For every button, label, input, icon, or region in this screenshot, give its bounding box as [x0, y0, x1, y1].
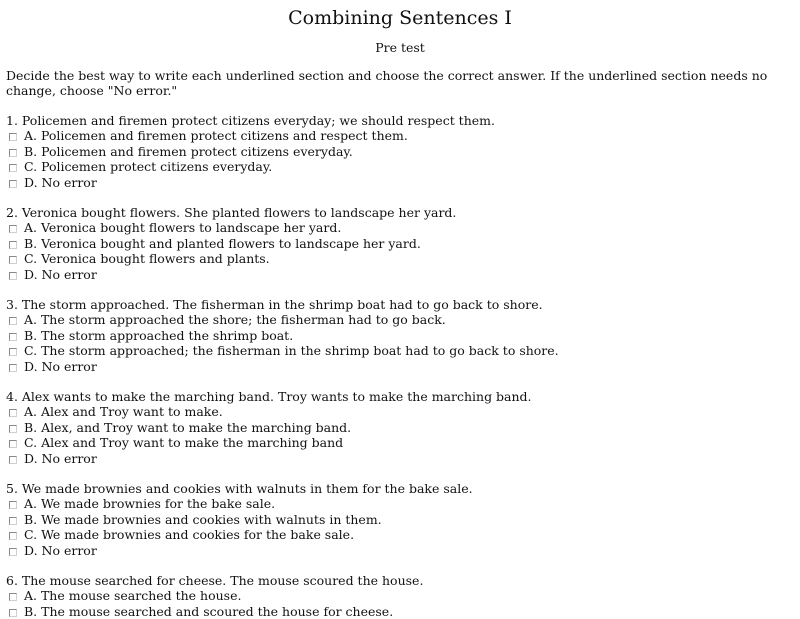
- radio-button[interactable]: [9, 593, 17, 601]
- answer-choice-label: B. Veronica bought and planted flowers to landscape her yard.: [24, 236, 421, 251]
- radio-button[interactable]: [9, 164, 17, 172]
- radio-button[interactable]: [9, 241, 17, 249]
- radio-button[interactable]: [9, 272, 17, 280]
- radio-button[interactable]: [9, 425, 17, 433]
- question-stem: 3. The storm approached. The fisherman in the shrimp boat had to go back to shore.: [6, 297, 800, 312]
- radio-button[interactable]: [9, 409, 17, 417]
- radio-button[interactable]: [9, 532, 17, 540]
- page-subtitle: Pre test: [0, 40, 800, 55]
- radio-button[interactable]: [9, 317, 17, 325]
- answer-choice-label: A. We made brownies for the bake sale.: [24, 496, 275, 511]
- answer-choice-label: C. Policemen protect citizens everyday.: [24, 159, 272, 174]
- answer-choice[interactable]: [6, 496, 800, 512]
- answer-choice-label: C. The storm approached; the fisherman in the shrimp boat had to go back to shore.: [24, 343, 559, 358]
- radio-button[interactable]: [9, 456, 17, 464]
- page-title: Combining Sentences I: [0, 0, 800, 29]
- answer-choice[interactable]: [6, 175, 800, 191]
- answer-choice-label: A. Policemen and firemen protect citizens and respect them.: [24, 128, 408, 143]
- question-1: [6, 113, 800, 190]
- answer-choice[interactable]: [6, 312, 800, 328]
- answer-choice-label: D. No error: [24, 175, 97, 190]
- answer-choice[interactable]: [6, 527, 800, 543]
- answer-choice[interactable]: [6, 159, 800, 175]
- question-list: [0, 113, 800, 619]
- answer-choice[interactable]: [6, 128, 800, 144]
- radio-button[interactable]: [9, 256, 17, 264]
- answer-choice-label: B. Policemen and firemen protect citizens everyday.: [24, 144, 353, 159]
- radio-button[interactable]: [9, 364, 17, 372]
- radio-button[interactable]: [9, 501, 17, 509]
- answer-choice[interactable]: [6, 267, 800, 283]
- answer-choice[interactable]: [6, 588, 800, 604]
- answer-choice[interactable]: [6, 251, 800, 267]
- answer-choice-label: C. Veronica bought flowers and plants.: [24, 251, 270, 266]
- answer-choice-label: C. Alex and Troy want to make the marching band: [24, 435, 343, 450]
- answer-choice[interactable]: [6, 220, 800, 236]
- answer-choice-label: A. Alex and Troy want to make.: [24, 404, 223, 419]
- answer-choice[interactable]: [6, 343, 800, 359]
- answer-choice[interactable]: [6, 435, 800, 451]
- radio-button[interactable]: [9, 517, 17, 525]
- radio-button[interactable]: [9, 149, 17, 157]
- question-stem: 5. We made brownies and cookies with walnuts in them for the bake sale.: [6, 481, 800, 496]
- question-stem: 4. Alex wants to make the marching band. Troy wants to make the marching band.: [6, 389, 800, 404]
- answer-choice-label: D. No error: [24, 543, 97, 558]
- answer-choice[interactable]: [6, 236, 800, 252]
- question-stem: 1. Policemen and firemen protect citizens everyday; we should respect them.: [6, 113, 800, 128]
- answer-choice-label: A. The mouse searched the house.: [24, 588, 241, 603]
- question-3: [6, 297, 800, 374]
- question-6: [6, 573, 800, 619]
- answer-choice[interactable]: [6, 543, 800, 559]
- question-4: [6, 389, 800, 466]
- answer-choice[interactable]: [6, 144, 800, 160]
- instructions-text: Decide the best way to write each underlined section and choose the correct answer. If the underlined section needs no change, choose "No error.": [6, 68, 780, 98]
- question-stem: 2. Veronica bought flowers. She planted flowers to landscape her yard.: [6, 205, 800, 220]
- radio-button[interactable]: [9, 609, 17, 617]
- answer-choice[interactable]: [6, 404, 800, 420]
- answer-choice[interactable]: [6, 420, 800, 436]
- answer-choice[interactable]: [6, 451, 800, 467]
- answer-choice-label: B. The mouse searched and scoured the house for cheese.: [24, 604, 393, 619]
- answer-choice-label: B. Alex, and Troy want to make the marching band.: [24, 420, 351, 435]
- radio-button[interactable]: [9, 333, 17, 341]
- radio-button[interactable]: [9, 348, 17, 356]
- answer-choice[interactable]: [6, 512, 800, 528]
- radio-button[interactable]: [9, 548, 17, 556]
- answer-choice-label: A. Veronica bought flowers to landscape her yard.: [24, 220, 341, 235]
- answer-choice[interactable]: [6, 604, 800, 619]
- answer-choice-label: C. We made brownies and cookies for the bake sale.: [24, 527, 354, 542]
- answer-choice-label: A. The storm approached the shore; the fisherman had to go back.: [24, 312, 446, 327]
- answer-choice[interactable]: [6, 328, 800, 344]
- answer-choice-label: B. The storm approached the shrimp boat.: [24, 328, 293, 343]
- question-5: [6, 481, 800, 558]
- answer-choice-label: D. No error: [24, 359, 97, 374]
- radio-button[interactable]: [9, 225, 17, 233]
- question-stem: 6. The mouse searched for cheese. The mouse scoured the house.: [6, 573, 800, 588]
- radio-button[interactable]: [9, 180, 17, 188]
- answer-choice-label: B. We made brownies and cookies with walnuts in them.: [24, 512, 382, 527]
- question-2: [6, 205, 800, 282]
- answer-choice[interactable]: [6, 359, 800, 375]
- answer-choice-label: D. No error: [24, 267, 97, 282]
- radio-button[interactable]: [9, 440, 17, 448]
- radio-button[interactable]: [9, 133, 17, 141]
- answer-choice-label: D. No error: [24, 451, 97, 466]
